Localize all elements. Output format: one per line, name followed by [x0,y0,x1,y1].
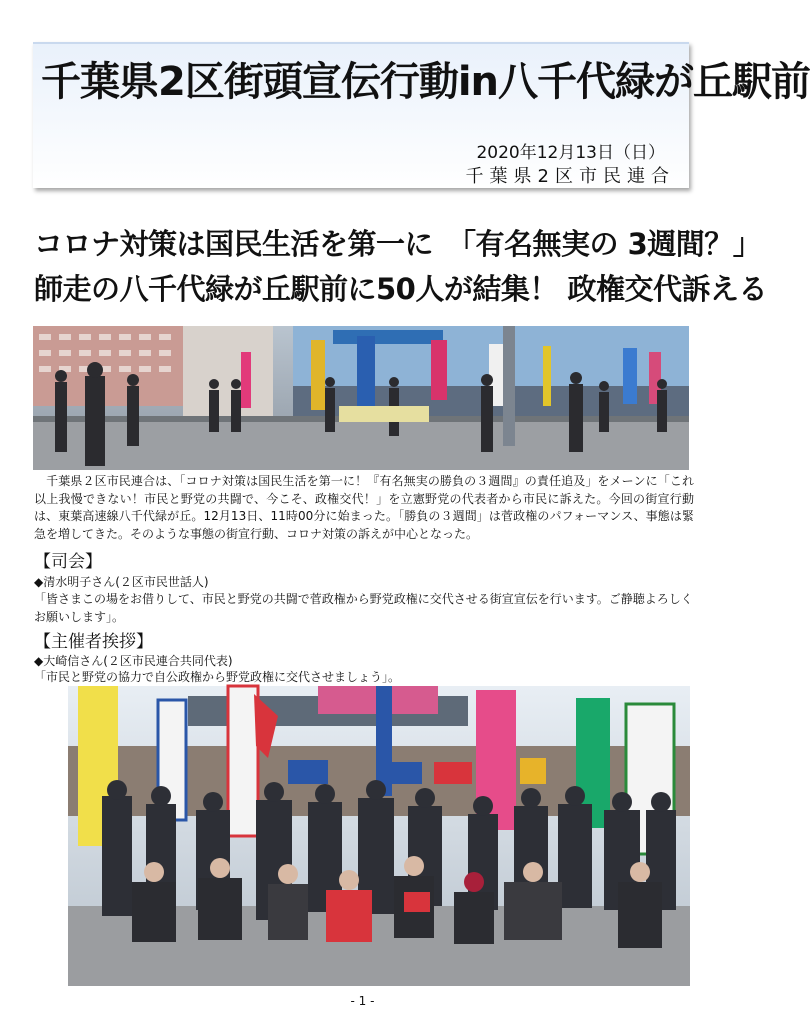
organization-name: 千葉県2区市民連合 [465,166,675,187]
street-rally-photo [33,326,689,470]
quote-organizer: 「市民と野党の協力で自公政権から野党政権に交代させましょう」。 [34,670,401,684]
headline-line-2: 師走の八千代緑が丘駅前に50人が結集！ 政権交代訴える [34,272,767,306]
group-photo [68,686,690,986]
headline-line-1: コロナ対策は国民生活を第一に 「有名無実の 3週間？」 [34,227,762,261]
event-date: 2020年12月13日（日） [476,143,665,163]
speaker-host: ◆清水明子さん(２区市民世話人) [34,575,209,589]
intro-paragraph: 千葉県２区市民連合は、「コロナ対策は国民生活を第一に！『有名無実の勝負の３週間』の責任追及」をメーンに「これ以上我慢できない！市民と野党の共闘で、今こそ、政権交代！」を立憲野党の代表者から市民に訴えた。今回の街宣行動は、東葉高速線八千代緑が丘。12月13日、11時00分に始まった。「勝負の３週間」は菅政権のパフォーマンス、事態は緊急を増してきた。そのような事態の街宣行動、コロナ対策の訴えが中心となった。 [34,474,694,541]
speaker-organizer: ◆大崎信さん(２区市民連合共同代表) [34,654,233,668]
page-title: 千葉県2区街頭宣伝行動in八千代緑が丘駅前 [41,59,810,105]
group-photo-art [68,686,690,986]
section-heading-organizer: 【主催者挨拶】 [34,632,153,652]
quote-host: 「皆さまこの場をお借りして、市民と野党の共闘で菅政権から野党政権に交代させる街宣宣伝を行います。ご静聴よろしくお願いします」。 [34,592,693,624]
street-rally-photo-art [33,326,689,470]
title-box [33,42,810,188]
section-heading-host: 【司会】 [34,552,102,572]
page-number: - 1 - [350,994,375,1008]
